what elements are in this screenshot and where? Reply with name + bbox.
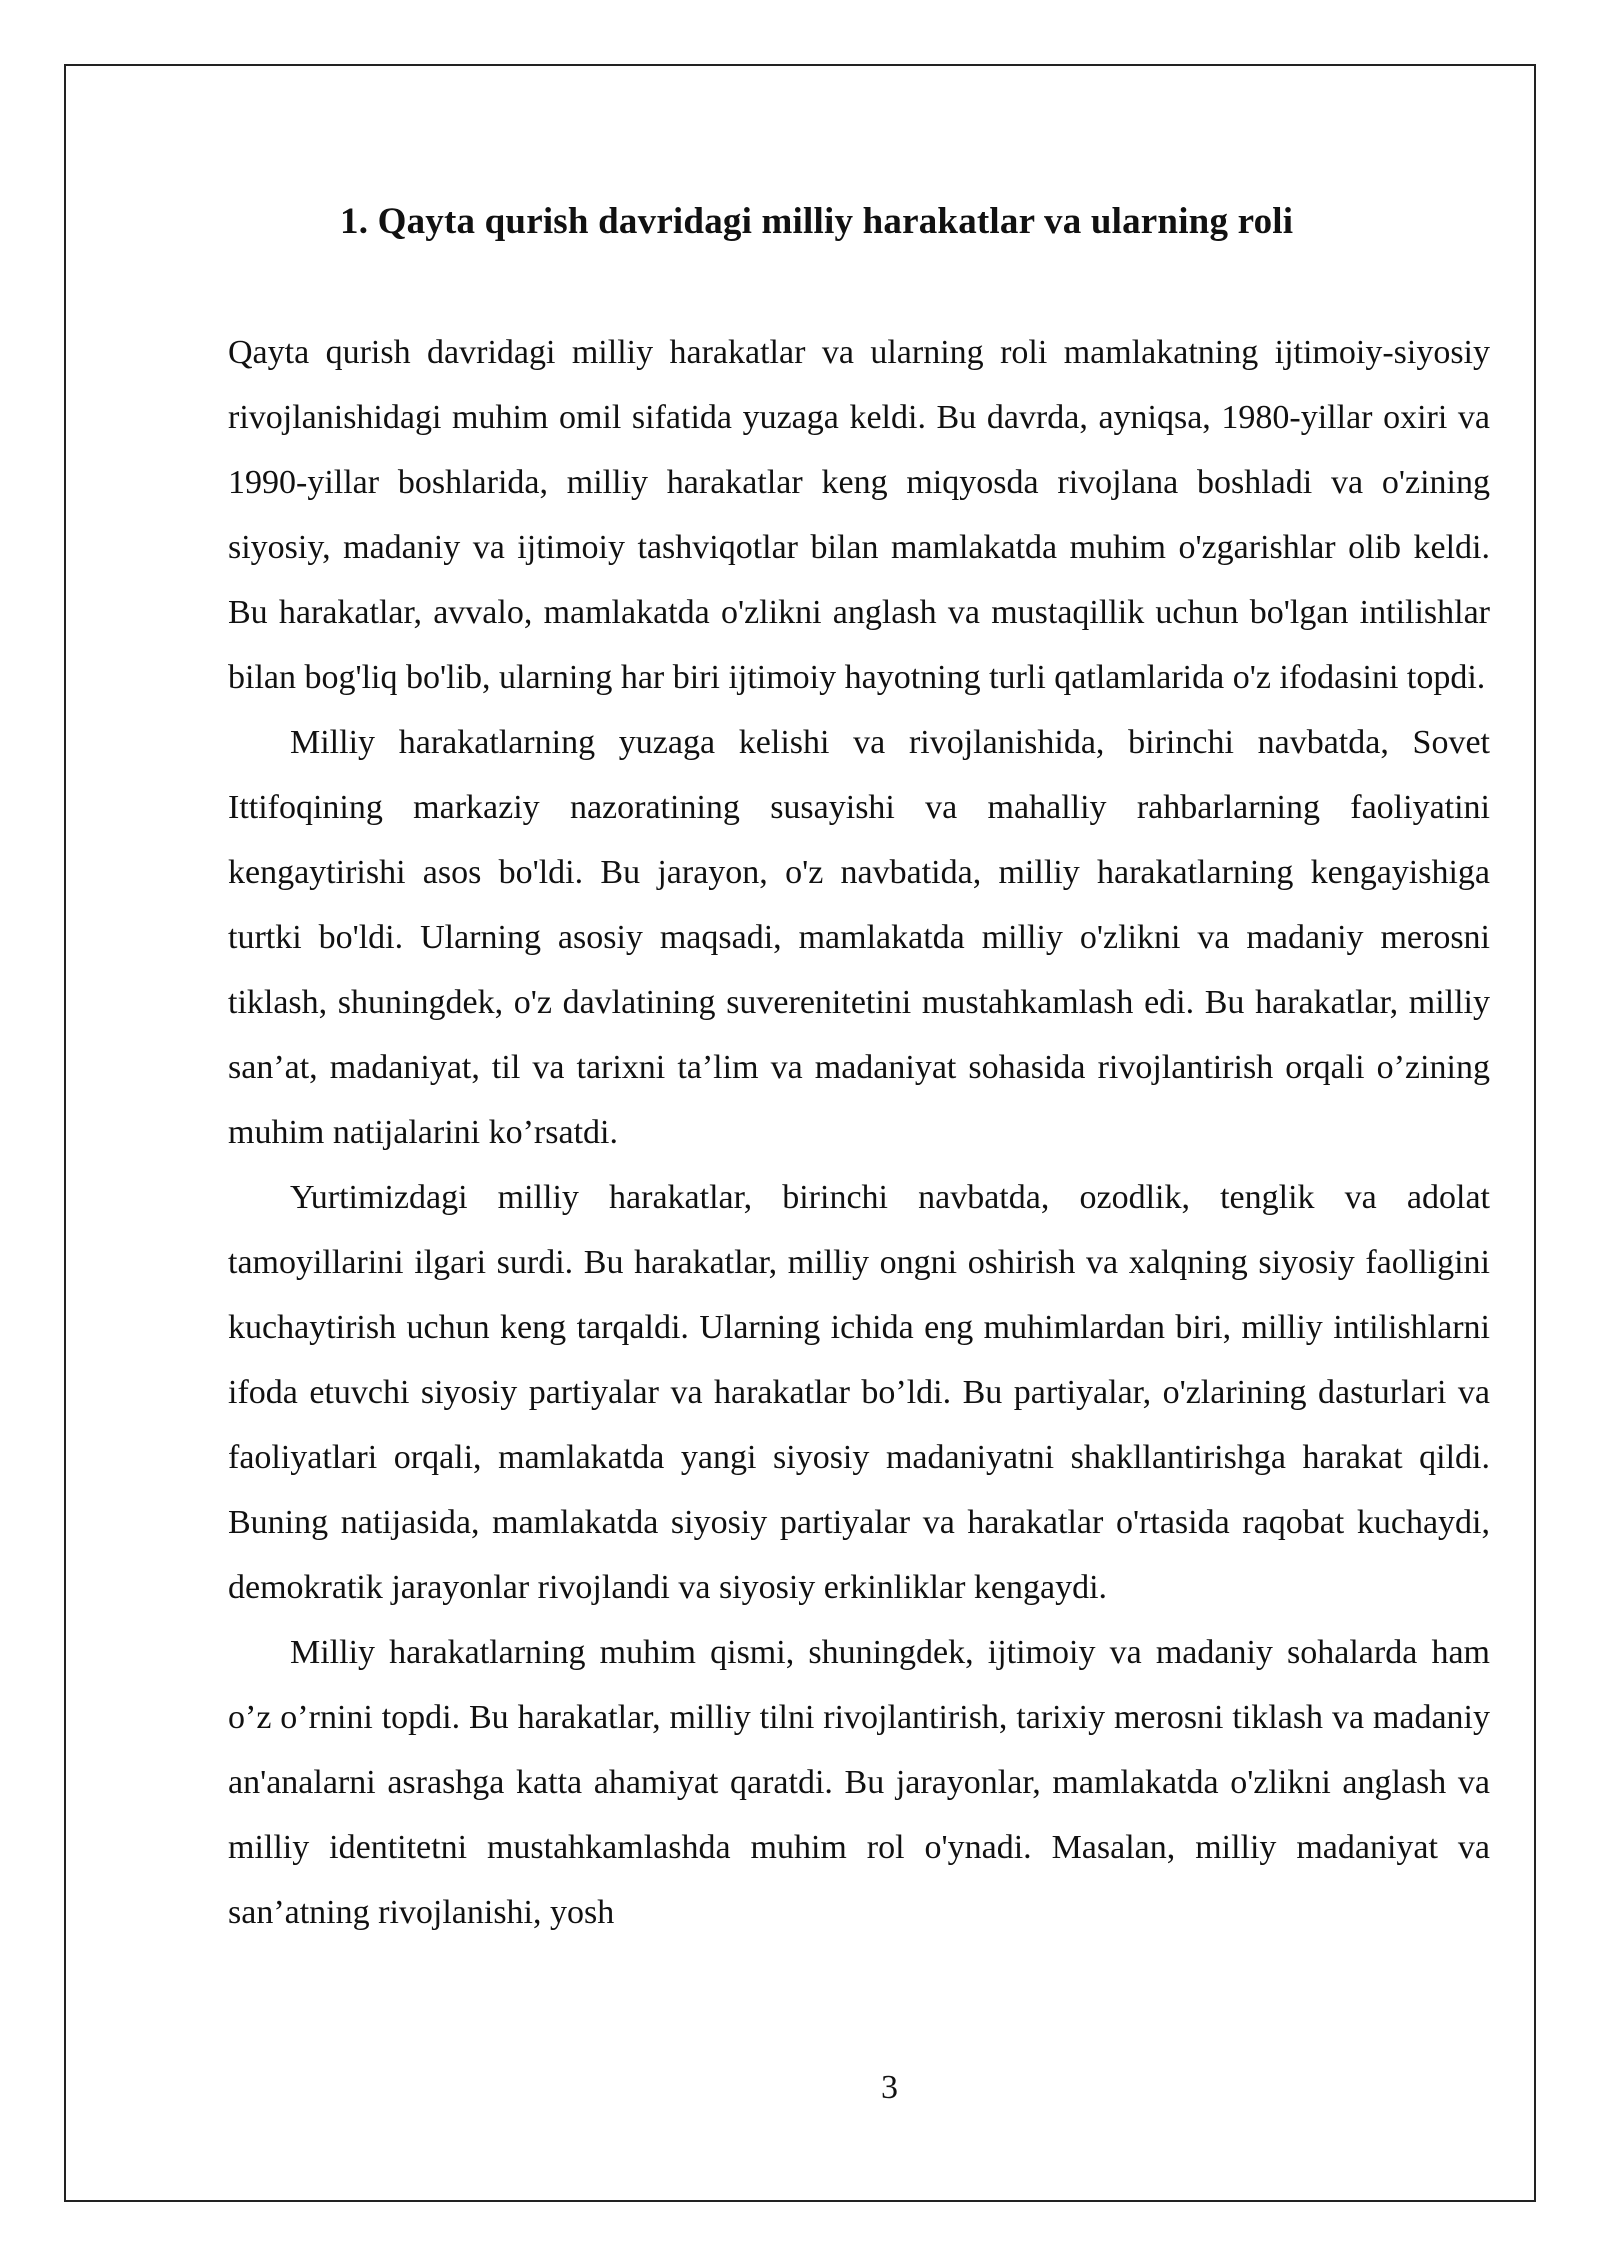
page-number: 3: [881, 2069, 898, 2106]
paragraph-4: Milliy harakatlarning muhim qismi, shuningdek, ijtimoiy va madaniy sohalarda ham o’z o’rnini topdi. Bu harakatlar, milliy tilni rivojlantirish, tarixiy merosni tiklash va madaniy an'analarni asrashga katta ahamiyat qaratdi. Bu jarayonlar, mamlakatda o'zlikni anglash va milliy identitetni mustahkamlashda muhim rol o'ynadi. Masalan, milliy madaniyat va san’atning rivojlanishi, yosh: [228, 1634, 1490, 1931]
paragraph-3: Yurtimizdagi milliy harakatlar, birinchi navbatda, ozodlik, tenglik va adolat tamoyillarini ilgari surdi. Bu harakatlar, milliy ongni oshirish va xalqning siyosiy faolligini kuchaytirish uchun keng tarqaldi. Ularning ichida eng muhimlardan biri, milliy intilishlarni ifoda etuvchi siyosiy partiyalar va harakatlar bo’ldi. Bu partiyalar, o'zlarining dasturlari va faoliyatlari orqali, mamlakatda yangi siyosiy madaniyatni shakllantirishga harakat qildi. Buning natijasida, mamlakatda siyosiy partiyalar va harakatlar o'rtasida raqobat kuchaydi, demokratik jarayonlar rivojlandi va siyosiy erkinliklar kengaydi.: [228, 1179, 1490, 1606]
paragraph-1: Qayta qurish davridagi milliy harakatlar va ularning roli mamlakatning ijtimoiy-siyosiy rivojlanishidagi muhim omil sifatida yuzaga keldi. Bu davrda, ayniqsa, 1980-yillar oxiri va 1990-yillar boshlarida, milliy harakatlar keng miqyosda rivojlana boshladi va o'zining siyosiy, madaniy va ijtimoiy tashviqotlar bilan mamlakatda muhim o'zgarishlar olib keldi. Bu harakatlar, avvalo, mamlakatda o'zlikni anglash va mustaqillik uchun bo'lgan intilishlar bilan bog'liq bo'lib, ularning har biri ijtimoiy hayotning turli qatlamlarida o'z ifodasini topdi.: [228, 334, 1490, 696]
paragraph-2: Milliy harakatlarning yuzaga kelishi va rivojlanishida, birinchi navbatda, Sovet Ittifoqining markaziy nazoratining susayishi va mahalliy rahbarlarning faoliyatini kengaytirishi asos bo'ldi. Bu jarayon, o'z navbatida, milliy harakatlarning kengayishiga turtki bo'ldi. Ularning asosiy maqsadi, mamlakatda milliy o'zlikni va madaniy merosni tiklash, shuningdek, o'z davlatining suverenitetini mustahkamlash edi. Bu harakatlar, milliy san’at, madaniyat, til va tarixni ta’lim va madaniyat sohasida rivojlantirish orqali o’zining muhim natijalarini ko’rsatdi.: [228, 724, 1490, 1151]
section-heading: 1. Qayta qurish davridagi milliy harakatlar va ularning roli: [340, 201, 1294, 242]
document-body: [228, 320, 1490, 1945]
